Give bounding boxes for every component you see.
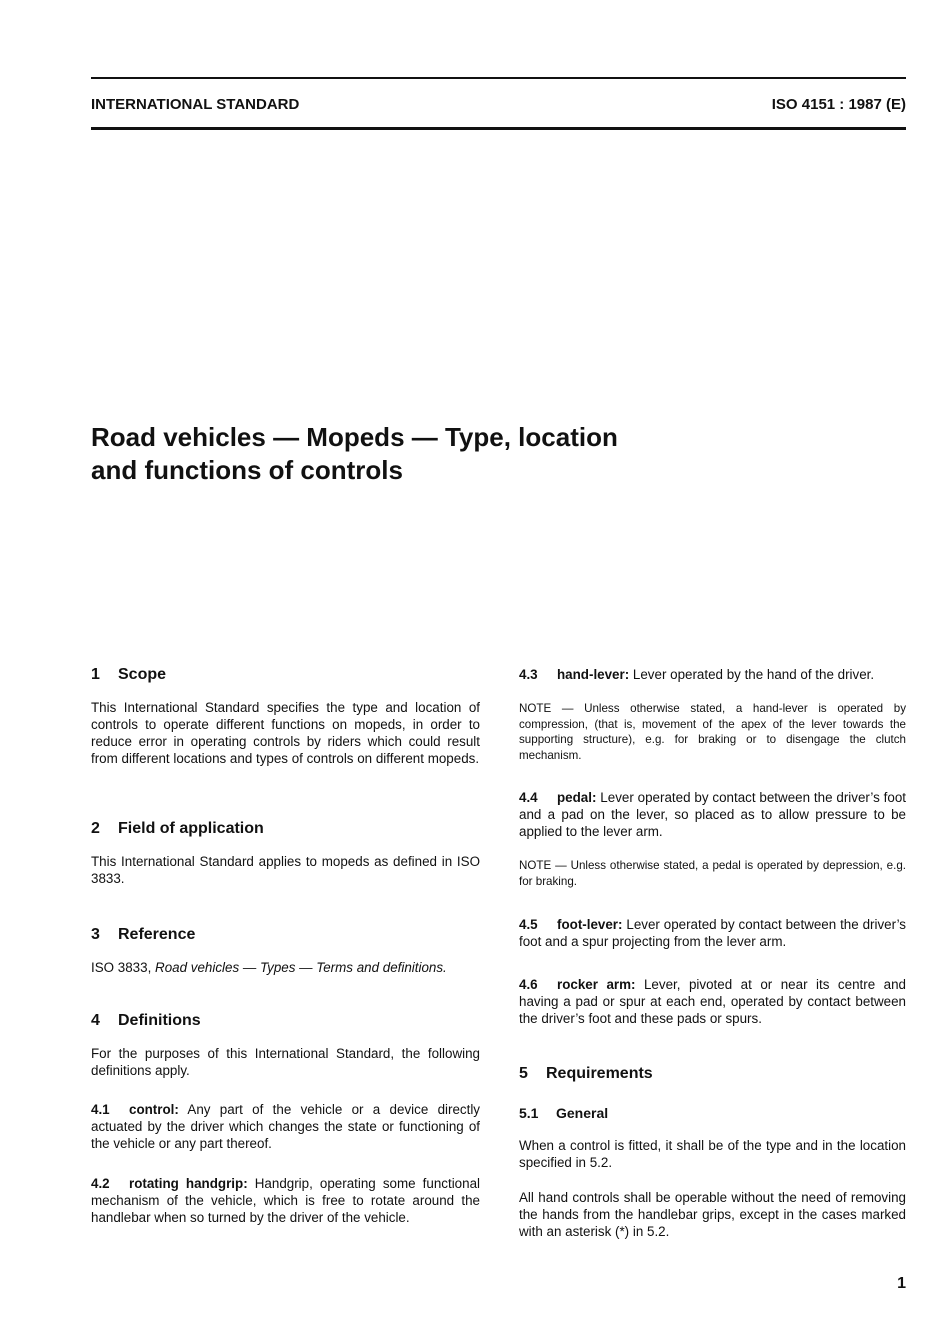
definition-rotating-handgrip (91, 1175, 480, 1226)
reference-id: ISO 3833, (91, 960, 156, 975)
definition-rocker-arm (519, 976, 906, 1027)
term: pedal: (557, 790, 597, 805)
definition-body: Any part of the vehicle or a device directly actuated by the driver which changes the state or functioning of the vehicle or any part thereof. (91, 1102, 480, 1151)
definition-number: 4.5 (519, 917, 538, 932)
section-heading (519, 1064, 906, 1084)
title-line-2: and functions of controls (91, 455, 403, 485)
definition-term (519, 790, 596, 805)
note: NOTE — Unless otherwise stated, a hand-lever is operated by compression, (that is, movement of the apex of the lever towards the supporting structure), e.g. for braking or to disengage the clutch mechanism. (519, 702, 906, 762)
definition-control (91, 1101, 480, 1152)
term: rocker arm: (557, 977, 636, 992)
page-number: 1 (897, 1275, 906, 1292)
section-reference (91, 925, 480, 976)
section-title: Scope (118, 666, 167, 683)
definitions-intro: For the purposes of this International Standard, the following definitions apply. (91, 1046, 480, 1078)
definition-text (519, 789, 906, 840)
definition-body: Lever operated by contact between the driver’s foot and a pad on the lever, so placed as to allow pressure to be applied to the lever arm. (519, 790, 906, 839)
section-field-of-application (91, 819, 480, 887)
definition-pedal (519, 789, 906, 889)
header-rule (91, 127, 906, 130)
scope-text: This International Standard specifies the type and location of controls to operate different functions on mopeds, in order to reduce error in operating controls by riders which could result from different locations and types of controls on different mopeds. (91, 700, 480, 766)
subsection-number: 5.1 (519, 1105, 539, 1121)
term: control: (129, 1102, 179, 1117)
definition-foot-lever (519, 916, 906, 950)
definition-term (519, 977, 635, 992)
section-number: 1 (91, 666, 100, 683)
note: NOTE — Unless otherwise stated, a pedal is operated by depression, e.g. for braking. (519, 859, 906, 888)
subsection-heading (519, 1104, 906, 1122)
definition-number: 4.4 (519, 790, 538, 805)
definition-number: 4.2 (91, 1176, 110, 1191)
section-definitions (91, 1011, 480, 1079)
general-paragraph-1: When a control is fitted, it shall be of the type and in the location specified in 5.2. (519, 1138, 906, 1170)
term: foot-lever: (557, 917, 623, 932)
section-number: 5 (519, 1065, 528, 1082)
section-number: 3 (91, 926, 100, 943)
section-heading (91, 819, 480, 839)
definition-number: 4.6 (519, 977, 538, 992)
top-rule (91, 77, 906, 79)
standard-number: ISO 4151 : 1987 (E) (771, 96, 906, 113)
section-title: Reference (118, 926, 196, 943)
section-heading (91, 1011, 480, 1031)
section-heading (91, 665, 480, 685)
definition-body: Lever operated by contact between the driver’s foot and a spur projecting from the lever arm. (519, 917, 906, 949)
section-number: 4 (91, 1012, 100, 1029)
section-number: 2 (91, 820, 100, 837)
title-line-1: Road vehicles — Mopeds — Type, location (91, 422, 618, 452)
definition-text (519, 666, 906, 683)
definition-text (91, 1175, 480, 1226)
reference-title: Road vehicles — Types — Terms and definitions. (155, 960, 447, 975)
section-title: Definitions (118, 1012, 201, 1029)
definition-text (519, 916, 906, 950)
reference-text (91, 959, 480, 976)
subsection-title: General (556, 1105, 609, 1121)
definition-text (519, 976, 906, 1027)
definition-term (91, 1176, 248, 1191)
section-title: Requirements (546, 1065, 653, 1082)
term: hand-lever: (557, 667, 630, 682)
section-heading (91, 925, 480, 945)
section-requirements (519, 1064, 906, 1240)
document-type: INTERNATIONAL STANDARD (91, 96, 300, 113)
section-scope (91, 665, 480, 767)
definition-number: 4.1 (91, 1102, 110, 1117)
definition-hand-lever (519, 666, 906, 763)
section-title: Field of application (118, 820, 264, 837)
field-text: This International Standard applies to mopeds as defined in ISO 3833. (91, 854, 480, 886)
definition-body: Lever operated by the hand of the driver. (629, 667, 875, 682)
term: rotating handgrip: (129, 1176, 248, 1191)
document-title (91, 421, 618, 487)
definition-body: Lever, pivoted at or near its centre and having a pad or spur at each end, operated by contact between the driver’s foot and these pads or spurs. (519, 977, 906, 1026)
definition-text (91, 1101, 480, 1152)
definition-body: Handgrip, operating some functional mechanism of the vehicle, which is free to rotate around the handlebar when so turned by the driver of the vehicle. (91, 1176, 480, 1225)
definition-term (91, 1102, 179, 1117)
definition-term (519, 917, 622, 932)
definition-term (519, 667, 629, 682)
definition-number: 4.3 (519, 667, 538, 682)
general-paragraph-2: All hand controls shall be operable without the need of removing the hands from the handlebar grips, except in the cases marked with an asterisk (*) in 5.2. (519, 1190, 906, 1239)
